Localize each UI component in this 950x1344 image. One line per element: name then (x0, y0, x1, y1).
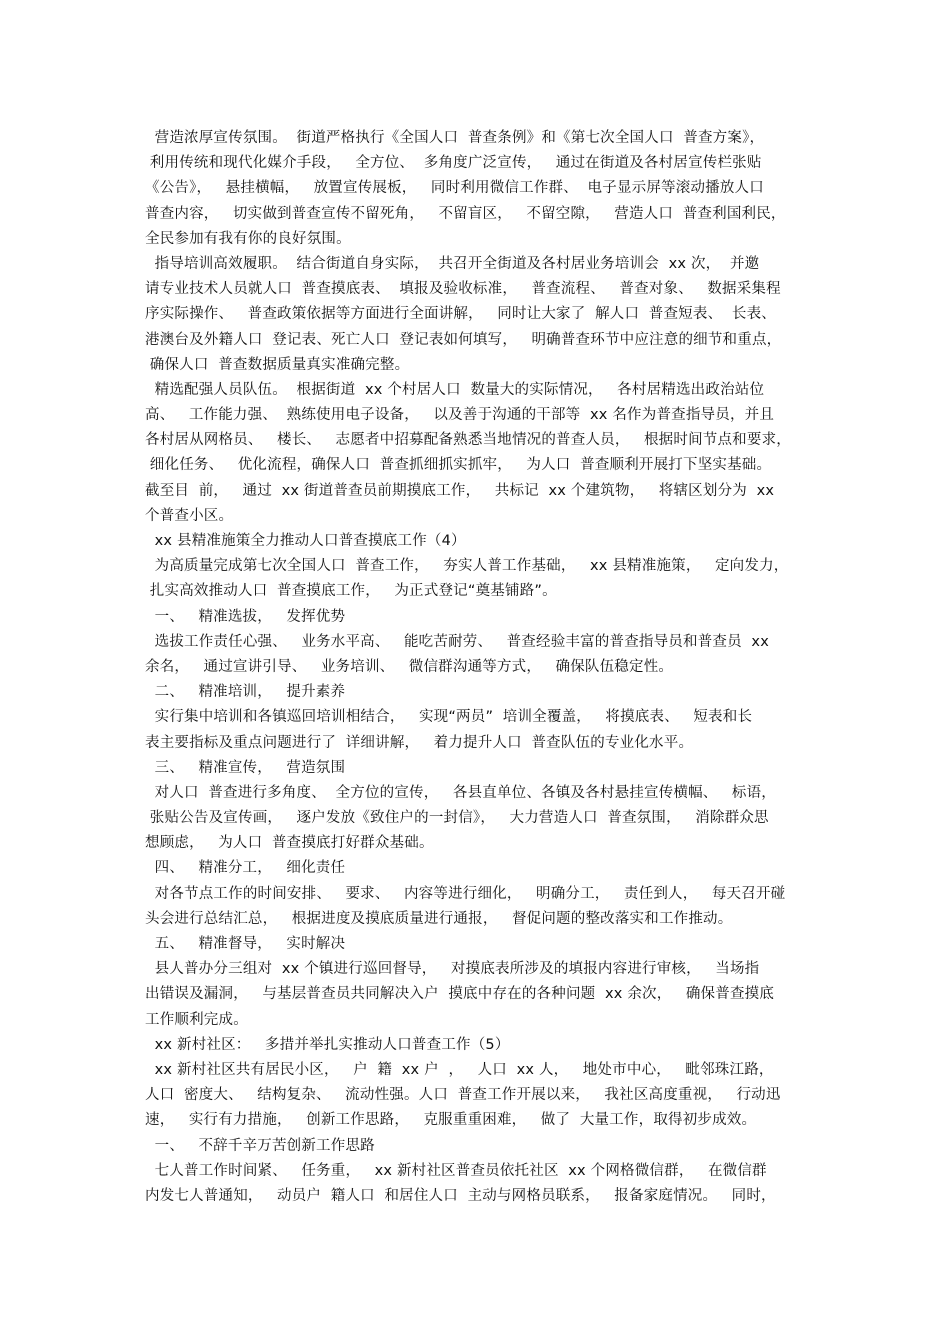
text-line: 截至目 前， 通过 xx 街道普查员前期摸底工作， 共标记 xx 个建筑物， 将辖区划分为 xx (145, 482, 775, 499)
text-line: 请专业技术人员就人口 普查摸底表、 填报及验收标准， 普查流程、 普查对象、 数据采集程 (145, 281, 781, 298)
text-line: 表主要指标及重点问题进行了 详细讲解， 着力提升人口 普查队伍的专业化水平。 (145, 734, 694, 751)
text-line: 速， 实行有力措施， 创新工作思路， 克服重重困难， 做了 大量工作，取得初步成效。 (145, 1112, 757, 1129)
text-line: 人口 密度大、 结构复杂、 流动性强。人口 普查工作开展以来， 我社区高度重视， 行动迅 (145, 1087, 781, 1104)
text-line: 各村居从网格员、 楼长、 志愿者中招募配备熟悉当地情况的普查人员， 根据时间节点和要求， (145, 432, 791, 449)
text-line: 细化任务、 优化流程，确保人口 普查抓细抓实抓牢， 为人口 普查顺利开展打下坚实基础。 (145, 457, 772, 474)
text-line: 一、 精准选拔， 发挥优势 (145, 608, 346, 625)
text-line: 普查内容， 切实做到普查宣传不留死角， 不留盲区， 不留空隙， 营造人口 普查利国利民， (145, 205, 786, 222)
text-line: 张贴公告及宣传画， 逐户发放《致住户的一封信》， 大力营造人口 普查氛围， 消除群众思 (145, 810, 769, 827)
text-line: 扎实高效推动人口 普查摸底工作， 为正式登记“奠基铺路”。 (145, 583, 557, 600)
text-line: 县人普办分三组对 xx 个镇进行巡回督导， 对摸底表所涉及的填报内容进行审核， 当场指 (145, 961, 760, 978)
text-line: 余名， 通过宣讲引导、 业务培训、 微信群沟通等方式， 确保队伍稳定性。 (145, 658, 674, 675)
text-line: 为高质量完成第七次全国人口 普查工作， 夯实人普工作基础， xx 县精准施策， 定向发力， (145, 558, 789, 575)
text-line: 指导培训高效履职。 结合街道自身实际， 共召开全街道及各村居业务培训会 xx 次， 并邀 (145, 255, 760, 272)
text-line: 一、 不辞千辛万苦创新工作思路 (145, 1137, 375, 1154)
text-line: 精选配强人员队伍。 根据街道 xx 个村居人口 数量大的实际情况， 各村居精选出政治站位 (145, 381, 765, 398)
text-line: 对人口 普查进行多角度、 全方位的宣传， 各县直单位、各镇及各村悬挂宣传横幅、 标语， (145, 784, 777, 801)
text-line: 利用传统和现代化媒介手段， 全方位、 多角度广泛宣传， 通过在街道及各村居宣传栏张贴 (145, 155, 762, 172)
text-line: 全民参加有我有你的良好氛围。 (145, 230, 351, 247)
text-line: 五、 精准督导， 实时解决 (145, 936, 346, 952)
text-line: 三、 精准宣传， 营造氛围 (145, 759, 346, 776)
text-line: 港澳台及外籍人口 登记表、死亡人口 登记表如何填写， 明确普查环节中应注意的细节和重点， (145, 331, 782, 348)
text-line: 出错误及漏洞， 与基层普查员共同解决入户 摸底中存在的各种问题 xx 余次， 确保普查摸底 (145, 986, 775, 1003)
text-line: 内发七人普通知， 动员户 籍人口 和居住人口 主动与网格员联系， 报备家庭情况。 同时， (145, 1187, 776, 1204)
text-line: 头会进行总结汇总， 根据进度及摸底质量进行通报， 督促问题的整改落实和工作推动。 (145, 910, 733, 927)
text-line: 营造浓厚宣传氛围。 街道严格执行《全国人口 普查条例》和《第七次全国人口 普查方案》， (145, 130, 765, 146)
text-line: 实行集中培训和各镇巡回培训相结合， 实现“两员” 培训全覆盖， 将摸底表、 短表和长 (145, 709, 753, 726)
text-line: 工作顺利完成。 (145, 1011, 248, 1028)
text-line: 高、 工作能力强、 熟练使用电子设备， 以及善于沟通的干部等 xx 名作为普查指导员，并且 (145, 407, 775, 424)
text-line: xx 县精准施策全力推动人口普查摸底工作（4） (145, 533, 466, 549)
text-line: xx 新村社区： 多措并举扎实推动人口普查工作（5） (145, 1036, 510, 1053)
text-line: 选拔工作责任心强、 业务水平高、 能吃苦耐劳、 普查经验丰富的普查指导员和普查员 xx (145, 633, 769, 650)
text-line: 对各节点工作的时间安排、 要求、 内容等进行细化， 明确分工， 责任到人， 每天召开碰 (145, 885, 786, 902)
text-line: 个普查小区。 (145, 507, 234, 524)
text-line: 想顾虑， 为人口 普查摸底打好群众基础。 (145, 835, 434, 852)
text-line: 七人普工作时间紧、 任务重， xx 新村社区普查员依托社区 xx 个网格微信群， 在微信群 (145, 1162, 767, 1179)
text-line: 序实际操作、 普查政策依据等方面进行全面讲解， 同时让大家了 解人口 普查短表、 长表、 (145, 306, 777, 323)
text-line: xx 新村社区共有居民小区， 户 籍 xx 户 ， 人口 xx 人， 地处市中心， 毗邻珠江路， (145, 1061, 774, 1078)
text-line: 二、 精准培训， 提升素养 (145, 684, 346, 701)
text-line: 《公告》， 悬挂横幅， 放置宣传展板， 同时利用微信工作群、 电子显示屏等滚动播放人口 (145, 180, 764, 197)
text-line: 四、 精准分工， 细化责任 (145, 860, 346, 877)
document-body (145, 126, 817, 1209)
text-line: 确保人口 普查数据质量真实准确完整。 (145, 356, 410, 373)
